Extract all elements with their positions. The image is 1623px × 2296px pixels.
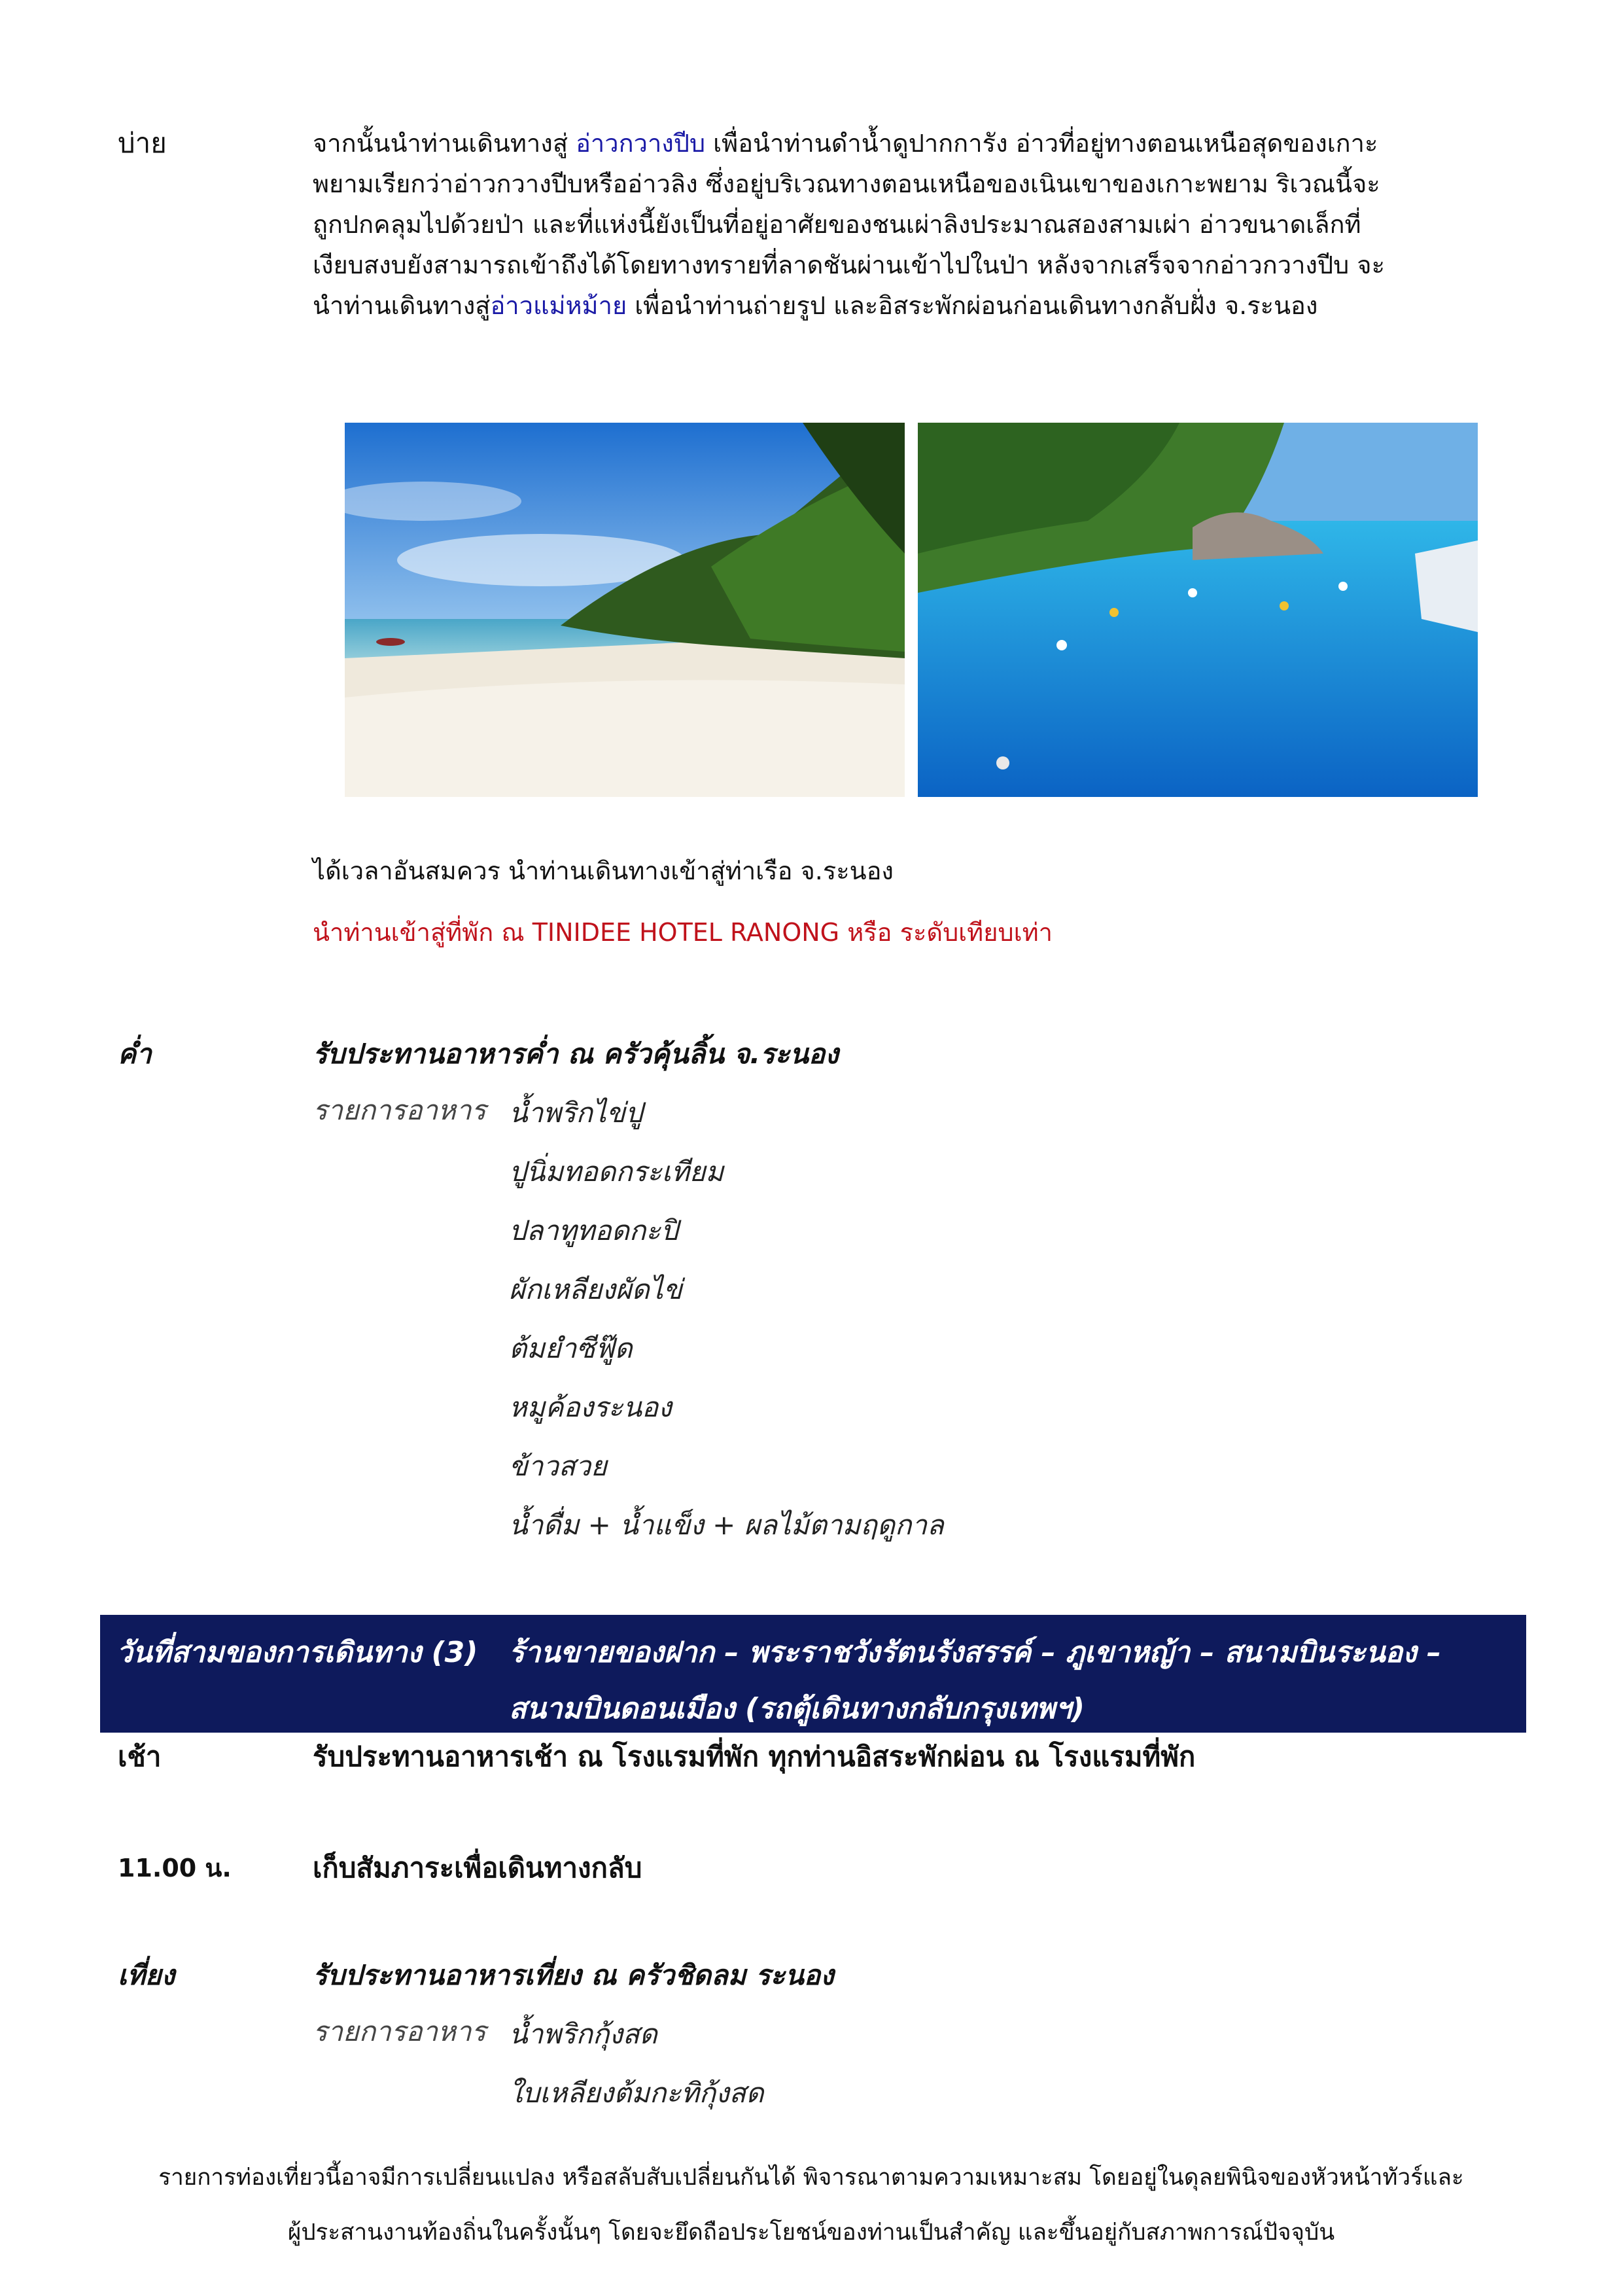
menu-item: ผักเหลียงผัดไข่ bbox=[509, 1273, 682, 1305]
lunch-label: เที่ยง bbox=[118, 1959, 175, 1991]
menu-item: น้ำพริกกุ้งสด bbox=[509, 2018, 657, 2050]
footer-line1: รายการท่องเที่ยวนี้อาจมีการเปลี่ยนแปลง หรือสลับสับเปลี่ยนกันได้ พิจารณาตามความเหมาะสม โดยอยู่ในดุลยพินิจของหัวหน้าทัวร์และ bbox=[158, 2164, 1464, 2191]
lunch-title: รับประทานอาหารเที่ยง ณ ครัวชิดลม ระนอง bbox=[313, 1959, 834, 1991]
dinner-title: รับประทานอาหารค่ำ ณ ครัวคุ้นลิ้น จ.ระนอง bbox=[313, 1038, 839, 1070]
afternoon-paragraph-line: เงียบสงบยังสามารถเข้าถึงได้โดยทางทรายที่ลาดชันผ่านเข้าไปในป่า หลังจากเสร็จจากอ่าวกวางปีบ จะ bbox=[313, 251, 1385, 279]
text-run: เพื่อนำท่านถ่ายรูป และอิสระพักผ่อนก่อนเดินทางกลับฝั่ง จ.ระนอง bbox=[627, 291, 1318, 320]
text-run: เพื่อนำท่านดำน้ำดูปากการัง อ่าวที่อยู่ทางตอนเหนือสุดของเกาะ bbox=[705, 129, 1378, 158]
lunch-menu-label: รายการอาหาร bbox=[313, 2015, 486, 2047]
arrive-pier-text: ได้เวลาอันสมควร นำท่านเดินทางเข้าสู่ท่าเรือ จ.ระนอง bbox=[313, 857, 894, 885]
afternoon-paragraph-line: ถูกปกคลุมไปด้วยป่า และที่แห่งนี้ยังเป็นที่อยู่อาศัยของชนเผ่าลิงประมาณสองสามเผ่า อ่าวขนาดเล็กที่ bbox=[313, 210, 1361, 239]
ao-kwang-peeb-link[interactable]: อ่าวกวางปีบ bbox=[576, 129, 706, 158]
afternoon-paragraph-line: พยามเรียกว่าอ่าวกวางปีบหรืออ่าวลิง ซึ่งอยู่บริเวณทางตอนเหนือของเนินเขาของเกาะพยาม ริเวณนี้จะ bbox=[313, 169, 1380, 198]
day3-label: วันที่สามของการเดินทาง (3) bbox=[116, 1636, 478, 1669]
menu-item: ใบเหลียงต้มกะทิกุ้งสด bbox=[509, 2077, 764, 2109]
afternoon-label: บ่าย bbox=[118, 127, 167, 159]
text-run: จากนั้นนำท่านเดินทางสู่ bbox=[313, 129, 576, 158]
menu-item: ปูนิ่มทอดกระเทียม bbox=[509, 1156, 724, 1188]
breakfast-text: รับประทานอาหารเช้า ณ โรงแรมที่พัก ทุกท่านอิสระพักผ่อน ณ โรงแรมที่พัก bbox=[313, 1740, 1196, 1773]
ao-mae-mai-link[interactable]: อ่าวแม่หม้าย bbox=[490, 291, 627, 320]
menu-item: น้ำดื่ม + น้ำแข็ง + ผลไม้ตามฤดูกาล bbox=[509, 1509, 944, 1541]
breakfast-label: เช้า bbox=[118, 1740, 162, 1773]
checkout-time: 11.00 น. bbox=[118, 1854, 232, 1882]
afternoon-paragraph-line bbox=[313, 285, 1318, 326]
afternoon-paragraph-line bbox=[313, 123, 1378, 164]
snorkeling-photo bbox=[918, 423, 1478, 797]
dinner-label: ค่ำ bbox=[118, 1038, 152, 1070]
footer-line2: ผู้ประสานงานท้องถิ่นในครั้งนั้นๆ โดยจะยึดถือประโยชน์ของท่านเป็นสำคัญ และขึ้นอยู่กับสภาพการณ์ปัจจุบัน bbox=[287, 2219, 1335, 2246]
menu-item: ต้มยำซีฟู๊ด bbox=[509, 1332, 633, 1364]
dinner-menu-label: รายการอาหาร bbox=[313, 1094, 486, 1126]
day3-header-bar bbox=[100, 1615, 1526, 1733]
day3-route-line1: ร้านขายของฝาก – พระราชวังรัตนรังสรรค์ – ภูเขาหญ้า – สนามบินระนอง – bbox=[509, 1636, 1441, 1669]
day3-route-line2: สนามบินดอนเมือง (รถตู้เดินทางกลับกรุงเทพฯ) bbox=[509, 1692, 1085, 1725]
text-run: นำท่านเดินทางสู่ bbox=[313, 291, 491, 320]
menu-item: ข้าวสวย bbox=[509, 1450, 607, 1482]
beach-photo bbox=[345, 423, 905, 797]
hotel-text: นำท่านเข้าสู่ที่พัก ณ TINIDEE HOTEL RANONG หรือ ระดับเทียบเท่า bbox=[313, 918, 1053, 947]
menu-item: หมูค้องระนอง bbox=[509, 1391, 672, 1423]
menu-item: น้ำพริกไข่ปู bbox=[509, 1097, 643, 1129]
menu-item: ปลาทูทอดกะปิ bbox=[509, 1214, 678, 1246]
checkout-text: เก็บสัมภาระเพื่อเดินทางกลับ bbox=[313, 1852, 642, 1884]
